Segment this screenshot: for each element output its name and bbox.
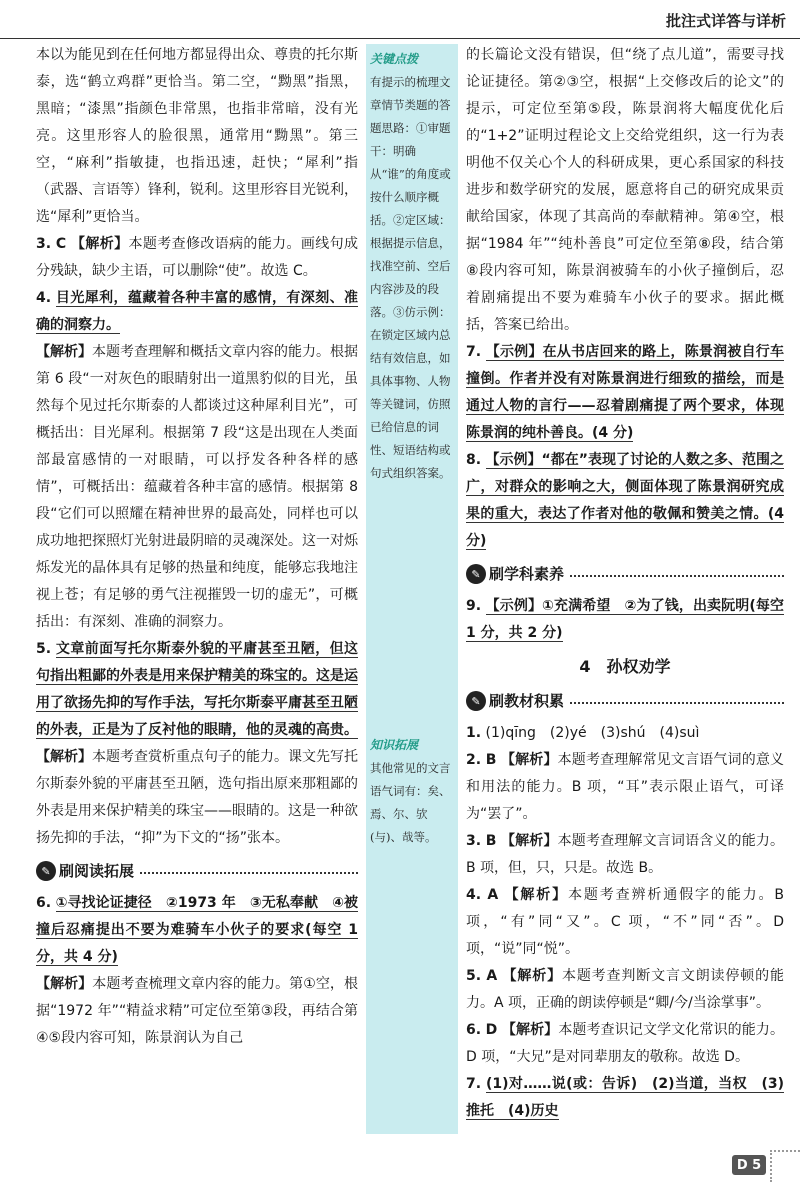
- q4-answer: 目光犀利，蕴藏着各种丰富的感情，有深刻、准确的洞察力。: [36, 290, 359, 333]
- q6-answer: ①寻找论证捷径 ②1973 年 ③无私奉献 ④被撞后忍痛提出不要为难骑车小伙子的要求(每空 1 分，共 4 分): [36, 895, 358, 965]
- section-label: 刷教材积累: [489, 688, 570, 715]
- r5-number: 5.: [466, 968, 482, 984]
- r3-number: 3.: [466, 833, 482, 849]
- r6-analysis: 本题考查识记文学文化常识的能力。D 项，“大兄”是对同辈朋友的敬称。故选 D。: [466, 1022, 785, 1065]
- section-reading-extension: [36, 856, 358, 886]
- question-4: [36, 285, 358, 339]
- brush-icon: ✎: [466, 691, 486, 711]
- r2-answer: B: [485, 752, 497, 768]
- lesson-q1: [466, 720, 784, 747]
- r6-answer: D: [485, 1022, 498, 1038]
- right-column: [466, 42, 784, 1125]
- q5-number: 5.: [36, 641, 52, 657]
- header-title: 批注式详答与详析: [665, 12, 786, 30]
- brush-icon: ✎: [466, 564, 486, 584]
- lesson-q2: [466, 747, 784, 828]
- annotation-sidebar: [366, 44, 458, 1134]
- q4-analysis-block: [36, 339, 358, 636]
- q4-number: 4.: [36, 290, 52, 306]
- q3-number: 3.: [36, 236, 52, 252]
- brush-icon: ✎: [36, 861, 56, 881]
- r5-answer: A: [486, 968, 498, 984]
- q5-analysis-tag: 【解析】: [36, 749, 92, 765]
- r7-number: 7.: [466, 1076, 482, 1092]
- q3-analysis: 本题考查修改语病的能力。画线句成分残缺，缺少主语，可以删除“使”。故选 C。: [36, 236, 359, 279]
- section-subject-literacy: [466, 559, 784, 589]
- q4-analysis-tag: 【解析】: [36, 344, 92, 360]
- corner-decoration: [770, 1150, 800, 1182]
- sidebar-tag-knowledge: 知识拓展: [370, 738, 419, 752]
- lesson-q7: [466, 1071, 784, 1125]
- r4-analysis-tag: 【解析】: [504, 887, 569, 903]
- r1-number: 1.: [466, 725, 482, 741]
- r3-analysis: 本题考查理解文言词语含义的能力。B 项，但，只，只是。故选 B。: [466, 833, 785, 876]
- r3-answer: B: [485, 833, 497, 849]
- dotted-divider: [570, 702, 784, 704]
- sidebar-note-knowledge: [366, 734, 458, 849]
- r5-analysis: 本题考查判断文言文朗读停顿的能力。A 项，正确的朗读停顿是“卿/今/当涂掌事”。: [466, 968, 784, 1011]
- section-textbook-accumulation: [466, 686, 784, 716]
- sidebar-text-key-points: 有提示的梳理文章情节类题的答题思路：①审题干：明确从“谁”的角度或按什么顺序概括。②定区域：根据提示信息，找准空前、空后内容涉及的段落。③仿示例：在锁定区域内总结有效信息，如具体事物、人物等关键词，仿照已给信息的词性、短语结构或句式组织答案。: [370, 75, 451, 480]
- intro-paragraph: 本以为能见到在任何地方都显得出众、尊贵的托尔斯泰，选“鹤立鸡群”更恰当。第二空，“黝黑”指黑，黑暗；“漆黑”指颜色非常黑，也指非常暗，没有光亮。这里形容人的脸很黑，通常用“黝黑”。第三空，“麻利”指敏捷，也指迅速，赶快；“犀利”指（武器、言语等）锋利，锐利。这里形容目光锐利，选“犀利”更恰当。: [36, 47, 358, 225]
- r4-analysis: 本题考查辨析通假字的能力。B 项，“有”同“又”。C 项，“不”同“否”。D 项，“说”同“悦”。: [466, 887, 785, 957]
- q7-number: 7.: [466, 344, 482, 360]
- r4-number: 4.: [466, 887, 482, 903]
- q5-answer: 文章前面写托尔斯泰外貌的平庸甚至丑陋，但这句指出粗鄙的外表是用来保护精美的珠宝的。这是运用了欲扬先抑的写作手法，写托尔斯泰平庸甚至丑陋的外表，正是为了反衬他的眼睛，他的灵魂的高贵。: [36, 641, 359, 738]
- sidebar-text-knowledge: 其他常见的文言语气词有：矣、焉、尔、欤(与)、哉等。: [370, 761, 451, 844]
- r5-analysis-tag: 【解析】: [502, 968, 562, 984]
- sidebar-note-key-points: [366, 48, 458, 485]
- lesson-title: 4 孙权劝学: [579, 657, 671, 676]
- q3-analysis-tag: 【解析】: [71, 236, 129, 252]
- q8-number: 8.: [466, 452, 482, 468]
- q5-analysis: 本题考查赏析重点句子的能力。课文先写托尔斯泰外貌的平庸甚至丑陋，选句指出原来那粗鄙的外表是用来保护精美的珠宝——眼睛的。这是一种欲扬先抑的手法，“抑”为下文的“扬”张本。: [36, 749, 358, 846]
- lesson-q3: [466, 828, 784, 882]
- page-header: [0, 0, 800, 39]
- question-7: [466, 339, 784, 447]
- r7-answer: (1)对……说(或：告诉) (2)当道，当权 (3)推托 (4)历史: [466, 1076, 784, 1119]
- q7-answer: 【示例】在从书店回来的路上，陈景润被自行车撞倒。作者并没有对陈景润进行细致的描绘，而是通过人物的言行——忍着剧痛提了两个要求，体现陈景润的纯朴善良。(4 分): [466, 344, 785, 441]
- r3-analysis-tag: 【解析】: [500, 833, 558, 849]
- q6-number: 6.: [36, 895, 52, 911]
- dotted-divider: [570, 575, 784, 577]
- r6-analysis-tag: 【解析】: [501, 1022, 559, 1038]
- lesson-q5: [466, 963, 784, 1017]
- r2-analysis-tag: 【解析】: [500, 752, 558, 768]
- lesson-q6: [466, 1017, 784, 1071]
- question-9: [466, 593, 784, 647]
- question-5: [36, 636, 358, 744]
- question-8: [466, 447, 784, 555]
- section-label: 刷学科素养: [489, 561, 570, 588]
- q4-analysis: 本题考查理解和概括文章内容的能力。根据第 6 段“一对灰色的眼睛射出一道黑豹似的目光，虽然每个见过托尔斯泰的人都谈过这种犀利目光”，可概括出：目光犀利。根据第 7 段“这是出现在人类面部最富感情的一对眼睛，可以抒发各种各样的感情”，可概括出：蕴藏着各种丰富的感情。根据第 8 段“它们可以照耀在精神世界的最高处，同样也可以成功地把探照灯光射进最阴暗的灵魂深处。这一对烁烁发光的晶体具有足够的热量和纯度，能够忘我地注视上苍；有足够的勇气注视摧毁一切的虚无”，可概括出：有深刻、准确的洞察力。: [36, 344, 358, 630]
- section-label: 刷阅读拓展: [59, 858, 140, 885]
- q5-analysis-block: [36, 744, 358, 852]
- left-column: [36, 42, 358, 1052]
- q6-analysis: 本题考查梳理文章内容的能力。第①空，根据“1972 年”“精益求精”可定位至第③段，再结合第④⑤段内容可知，陈景润认为自己: [36, 976, 358, 1046]
- r4-answer: A: [487, 887, 499, 903]
- r6-number: 6.: [466, 1022, 482, 1038]
- r1-answer: (1)qīng (2)yé (3)shú (4)suì: [485, 725, 700, 741]
- q8-answer: 【示例】“都在”表现了讨论的人数之多、范围之广，对群众的影响之大，侧面体现了陈景润研究成果的重大，表达了作者对他的敬佩和赞美之情。(4 分): [466, 452, 785, 549]
- q9-answer: 【示例】①充满希望 ②为了钱，出卖阮明(每空 1 分，共 2 分): [466, 598, 784, 641]
- continued-paragraph: 的长篇论文没有错误，但“绕了点儿道”，需要寻找论证捷径。第②③空，根据“上交修改后的论文”的提示，可定位至第⑤段，陈景润将大幅度优化后的“1+2”证明过程论文上交给党组织，这一行为表明他不仅关心个人的科研成果，更心系国家的科技进步和数学研究的发展，愿意将自己的研究成果贡献给国家，体现了其高尚的奉献精神。第④空，根据“1984 年”“纯朴善良”可定位至第⑧段，结合第⑧段内容可知，陈景润被骑车的小伙子撞倒后，忍着剧痛提出不要为难骑车小伙子的要求。据此概括，答案已给出。: [466, 47, 784, 333]
- r2-analysis: 本题考查理解常见文言语气词的意义和用法的能力。B 项，“耳”表示限止语气，可译为“罢了”。: [466, 752, 785, 822]
- question-6: [36, 890, 358, 971]
- page-number-badge: D 5: [732, 1155, 766, 1175]
- q6-analysis-tag: 【解析】: [36, 976, 93, 992]
- q3-answer: C: [55, 236, 67, 252]
- r2-number: 2.: [466, 752, 482, 768]
- q6-analysis-block: [36, 971, 358, 1052]
- sidebar-tag-key-points: 关键点拨: [370, 52, 419, 66]
- question-3: [36, 231, 358, 285]
- q9-number: 9.: [466, 598, 482, 614]
- dotted-divider: [140, 872, 358, 874]
- lesson-q4: [466, 882, 784, 963]
